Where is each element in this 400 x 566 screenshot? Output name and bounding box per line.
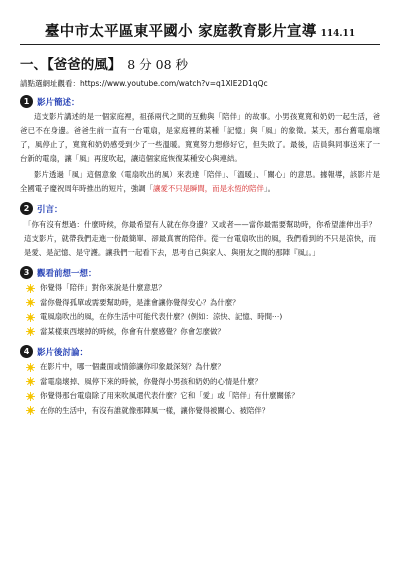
- list-item: [20, 325, 380, 340]
- section-intro-header: [20, 95, 380, 108]
- section-number-badge: 3: [20, 266, 33, 279]
- question-text: 當電扇壞掉、風停下來的時候，你覺得小男孩和奶奶的心情是什麼？: [40, 376, 262, 386]
- list-item: [20, 389, 380, 404]
- question-text: 你覺得那台電扇除了用來吹風還代表什麼？它和「愛」或「陪伴」有什麼關係？: [40, 391, 299, 400]
- section-title: 引言：: [37, 204, 63, 215]
- link-label: 請點選網址觀看：: [20, 79, 80, 88]
- question-text: 你覺得「陪伴」對你來說是什麼意思？: [40, 283, 166, 292]
- section-title: 影片後討論：: [37, 347, 89, 358]
- question-text: 當你覺得孤單或需要幫助時，是誰會讓你覺得安心？為什麼？: [40, 297, 240, 307]
- list-item: [20, 360, 380, 375]
- section-number-badge: 1: [20, 95, 33, 108]
- page-date: 114.11: [320, 29, 356, 39]
- question-text: 電風扇吹出的風，在你生活中可能代表什麼？(例如：涼快、記憶、時間⋯): [40, 312, 283, 321]
- quote-paragraph: 「你有沒有想過：什麼時候，你最希望有人就在你身邊？又或者——當你最需要幫助時，你希望誰伸出手？這支影片，就帶我們走進一份最簡單、卻最真實的陪伴。從一台電扇吹出的風，我們看到的不只是涼快，而是愛、是記憶、是守護。讓我們一起看下去，思考自己與家人、與朋友之間的那陣『風』。」: [24, 220, 376, 257]
- sun-bullet-icon: [26, 406, 35, 415]
- highlight-text: 讓愛不只是瞬間，而是永恆的陪伴: [153, 184, 264, 193]
- list-item: [20, 375, 380, 390]
- link-line: [20, 78, 380, 89]
- question-text: 當某樣東西壞掉的時候，你會有什麼感覺？你會怎麼做？: [40, 326, 225, 336]
- section-after-header: [20, 345, 380, 358]
- after-question-list: [20, 360, 380, 418]
- section-title: 影片簡述：: [37, 97, 80, 108]
- video-duration: 8 分 08 秒: [127, 57, 189, 72]
- section-quote-header: [20, 202, 380, 215]
- sun-bullet-icon: [26, 363, 35, 372]
- list-item: [20, 404, 380, 419]
- page-title: 臺中市太平區東平國小 家庭教育影片宣導: [44, 23, 317, 40]
- video-name: 一、【爸爸的風】: [20, 57, 122, 73]
- page-header: [20, 20, 380, 45]
- list-item: [20, 296, 380, 311]
- section-title: 觀看前想一想：: [37, 268, 97, 279]
- sun-bullet-icon: [26, 377, 35, 386]
- intro-paragraph-2: [20, 168, 380, 196]
- sun-bullet-icon: [26, 327, 35, 336]
- video-url-link[interactable]: https://www.youtube.com/watch?v=q1XlE2D1qQc: [80, 79, 268, 88]
- intro-paragraph-1: 這支影片講述的是一個家庭裡，祖孫兩代之間的互動與「陪伴」的故事。小男孩寬寬和奶奶一起生活，爸爸已不在身邊。爸爸生前一直有一台電扇，是家庭裡的某種「記憶」與「風」的象徵。某天，那台舊電扇壞了，風停止了，寬寬和奶奶感受到少了一些溫暖。寬寬努力想修好它，但失敗了。最後，店員與同事送來了一台新的電扇，讓「風」再度吹起，讓這個家庭恢復某種安心與連結。: [20, 112, 380, 163]
- sun-bullet-icon: [26, 392, 35, 401]
- list-item: [20, 310, 380, 325]
- sun-bullet-icon: [26, 298, 35, 307]
- section-number-badge: 4: [20, 345, 33, 358]
- sun-bullet-icon: [26, 313, 35, 322]
- question-text: 在你的生活中，有沒有誰就像那陣風一樣，讓你覺得被關心、被陪伴？: [40, 405, 270, 415]
- sun-bullet-icon: [26, 284, 35, 293]
- section-number-badge: 2: [20, 202, 33, 215]
- list-item: [20, 281, 380, 296]
- question-text: 在影片中，哪一個畫面或情節讓你印象最深刻？為什麼？: [40, 362, 225, 371]
- before-question-list: [20, 281, 380, 339]
- video-title: [20, 53, 380, 73]
- intro-text: 影片透過「風」這個意象（電扇吹出的風）來表達「陪伴」、「溫暖」、「關心」的意思。據報導，該影片是全國電子慶祝周年時推出的短片，強調「: [20, 170, 380, 193]
- section-before-header: [20, 266, 380, 279]
- intro-text-end: 」。: [263, 184, 276, 193]
